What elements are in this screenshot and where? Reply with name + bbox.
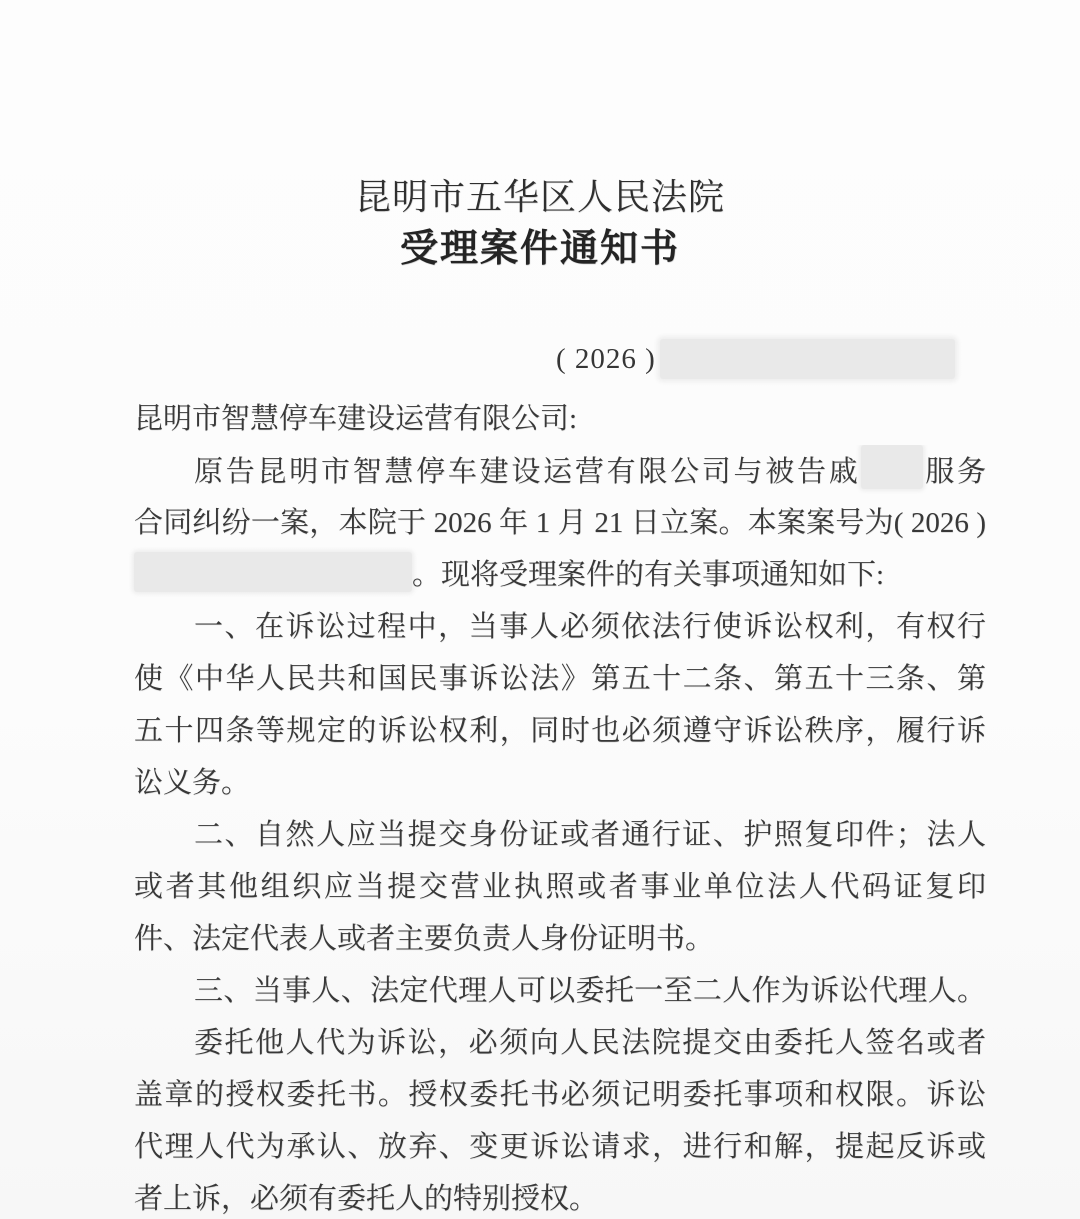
court-name: 昆明市五华区人民法院	[354, 177, 725, 217]
case-number-year: ( 2026 )	[556, 342, 656, 375]
redaction-box	[134, 552, 412, 592]
text-segment: 委托他人代为诉讼，必须向人民法院提交由委托人签名或者	[194, 1027, 986, 1059]
text-segment: 讼义务。	[134, 767, 251, 799]
case-number-redaction-box	[660, 339, 955, 379]
document-title: 受理案件通知书	[399, 228, 680, 270]
document-line	[134, 965, 986, 1017]
document-line	[134, 1069, 986, 1121]
document-line	[134, 497, 986, 549]
text-segment: 。现将受理案件的有关事项通知如下:	[412, 559, 885, 591]
document-line	[134, 1121, 986, 1173]
document-line	[134, 861, 986, 913]
text-segment: 代理人代为承认、放弃、变更诉讼请求，进行和解，提起反诉或	[134, 1131, 986, 1163]
text-segment: 昆明市智慧停车建设运营有限公司:	[134, 403, 578, 435]
redaction-box	[861, 445, 923, 489]
text-segment: 服务	[922, 456, 986, 488]
document-line	[134, 1173, 986, 1219]
text-segment: 合同纠纷一案，本院于 2026 年 1 月 21 日立案。本案案号为( 2026 )	[134, 507, 986, 539]
document-body	[134, 393, 986, 1219]
text-segment: 使《中华人民共和国民事诉讼法》第五十二条、第五十三条、第	[134, 663, 986, 695]
document-line	[134, 809, 986, 861]
text-segment: 原告昆明市智慧停车建设运营有限公司与被告戚	[194, 456, 861, 488]
document-line	[134, 601, 986, 653]
document-line	[134, 1017, 986, 1069]
text-segment: 盖章的授权委托书。授权委托书必须记明委托事项和权限。诉讼	[134, 1079, 986, 1111]
text-segment: 三、当事人、法定代理人可以委托一至二人作为诉讼代理人。	[194, 975, 986, 1007]
document-line	[134, 445, 986, 497]
addressee-line	[134, 393, 986, 445]
text-segment: 者上诉，必须有委托人的特别授权。	[134, 1183, 599, 1215]
document-line	[134, 913, 986, 965]
document-line	[134, 653, 986, 705]
text-segment: 件、法定代表人或者主要负责人身份证明书。	[134, 923, 715, 955]
text-segment: 或者其他组织应当提交营业执照或者事业单位法人代码证复印	[134, 871, 986, 903]
text-segment: 二、自然人应当提交身份证或者通行证、护照复印件；法人	[194, 819, 986, 851]
case-number-line	[556, 336, 1080, 382]
text-segment: 五十四条等规定的诉讼权利，同时也必须遵守诉讼秩序，履行诉	[134, 715, 986, 747]
text-segment: 一、在诉讼过程中，当事人必须依法行使诉讼权利，有权行	[194, 611, 986, 643]
document-line	[134, 757, 986, 809]
document-line	[134, 549, 986, 601]
document-line	[134, 705, 986, 757]
